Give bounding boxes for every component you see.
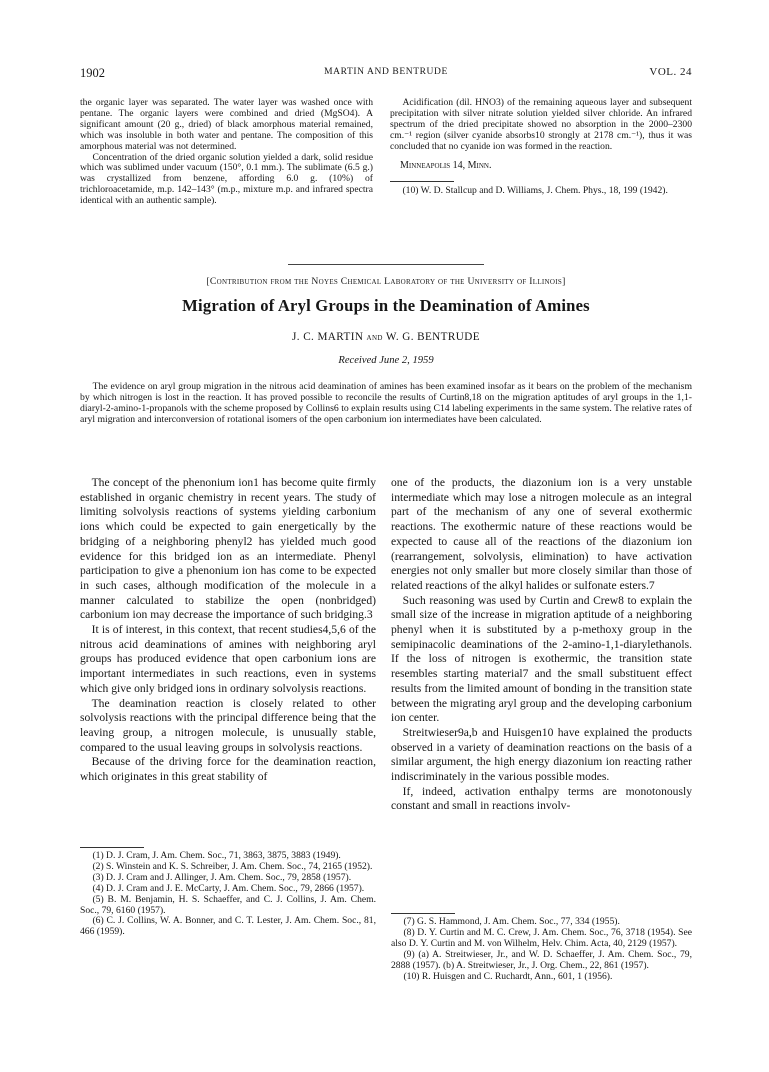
body-paragraph: The deamination reaction is closely related to other solvolysis reactions with the principal difference being that the leaving group, a nitrogen molecule, is unusually stable, compared to the usual leaving groups in solvolysis reactions.: [80, 696, 376, 754]
footnotes-left: [80, 851, 376, 938]
previous-article-paragraph: Concentration of the dried organic solution yielded a dark, solid residue which was sublimed under vacuum (150°, 0.1 mm.). The sublimate (6.5 g.) was crystallized from benzene, affording 6.0 g. (10%) of trichloroacetamide, m.p. 142–143° (m.p., mixture m.p. and infrared spectra identical with an authentic sample).: [80, 151, 373, 207]
body-paragraph: If, indeed, activation enthalpy terms are monotonously constant and small in reactions involv-: [391, 784, 692, 813]
body-right-column: [391, 476, 692, 814]
previous-article-left-column: [80, 98, 373, 207]
page-header: [80, 66, 692, 84]
running-head: MARTIN AND BENTRUDE: [324, 67, 448, 77]
footnote: (4) D. J. Cram and J. E. McCarty, J. Am. Chem. Soc., 79, 2866 (1957).: [92, 882, 365, 894]
body-paragraph: The concept of the phenonium ion1 has become quite firmly established in organic chemistry in recent years. The study of limiting solvolysis reactions of systems yielding carbonium ions which could be expected to gain energetically by the bridging of a neighboring phenyl2 has yielded much good evidence for this bridged ion as an intermediate. Phenyl participation to give a phenonium ion has come to be expected in such cases, although modification of the molecule in a manner calculated to stabilize the open (nonbridged) carbonium ion may decrease the importance of such bridging.3: [80, 476, 376, 622]
footnote: (9) (a) A. Streitwieser, Jr., and W. D. Schaeffer, J. Am. Chem. Soc., 79, 2888 (1957). (b) A. Streitwieser, Jr., J. Org. Chem., 22, 861 (1957).: [391, 948, 692, 971]
author-name: J. C. MARTIN: [292, 331, 364, 343]
body-paragraph: It is of interest, in this context, that recent studies4,5,6 of the nitrous acid deaminations of amines with neighboring aryl groups has produced evidence that open carbonium ions are important intermediates in such reactions, even in systems which give only bridged ions in ordinary solvolysis reactions.: [80, 623, 376, 695]
footnote-divider: [391, 913, 455, 914]
footnote: (1) D. J. Cram, J. Am. Chem. Soc., 71, 3863, 3875, 3883 (1949).: [92, 850, 341, 861]
body-paragraph: Streitwieser9a,b and Huisgen10 have explained the products observed in a variety of deamination reactions on the basis of a similar argument, the high energy diazonium ion reacting rather indiscriminately in the various possible modes.: [391, 725, 692, 784]
author-location: Minneapolis 14, Minn.: [400, 159, 492, 171]
abstract-text: The evidence on aryl group migration in the nitrous acid deamination of amines has been examined insofar as it bears on the problem of the mechanism by which nitrogen is lost in the reaction. It has proved possible to reconcile the results of Curtin8,18 on the migration aptitudes of aryl groups in the 1,1-diaryl-2-amino-1-propanols with the scheme proposed by Collins6 to explain results using C14 labeling experiments in the same system. The relative rates of aryl migration and interconversion of rotational isomers of the open carbonium ion intermediates have been calculated.: [80, 381, 692, 425]
contribution-line: [Contribution from the Noyes Chemical Laboratory of the University of Illinois]: [206, 276, 566, 287]
footnote: (10) W. D. Stallcup and D. Williams, J. Chem. Phys., 18, 199 (1942).: [402, 185, 668, 197]
article-separator-rule: [288, 264, 484, 265]
volume-label: VOL. 24: [649, 66, 692, 78]
page-number: 1902: [80, 66, 105, 80]
previous-article-paragraph: Acidification (dil. HNO3) of the remaining aqueous layer and subsequent precipitation with silver nitrate solution yielded silver chloride. An infrared spectrum of the dried precipitate showed no absorption in the 2000–2300 cm.⁻¹ region (silver cyanide absorbs10 strongly at 2178 cm.⁻¹), thus it was concluded that no cyanide ion was formed in the reaction.: [390, 97, 692, 152]
body-paragraph: one of the products, the diazonium ion is a very unstable intermediate which may lose a nitrogen molecule as an integral part of the mechanism of any one of several exothermic reactions. The exothermic nature of these reactions would be expected to cause all of the reactions of the diazonium ion (rearrangement, solvolysis, elimination) to have activation energies not only smaller but more closely similar than those of related reactions of the alkyl halides or sulfonate esters.7: [391, 476, 692, 592]
footnote: (6) C. J. Collins, W. A. Bonner, and C. T. Lester, J. Am. Chem. Soc., 81, 466 (1959).: [80, 915, 376, 938]
footnote: (5) B. M. Benjamin, H. S. Schaeffer, and C. J. Collins, J. Am. Chem. Soc., 79, 6160 (1957).: [80, 893, 376, 916]
footnote: (10) R. Huisgen and C. Ruchardt, Ann., 601, 1 (1956).: [403, 970, 613, 982]
previous-article-paragraph: the organic layer was separated. The water layer was washed once with pentane. The organic layers were combined and dried (MgSO4). A significant amount (20 g., dried) of black amorphous material remained, which was insoluble in both water and pentane. The composition of this amorphous material was not determined.: [80, 97, 373, 152]
footnote: (3) D. J. Cram and J. Allinger, J. Am. Chem. Soc., 79, 2858 (1957).: [92, 871, 352, 883]
previous-article-right-column: [390, 98, 692, 197]
footnotes-right: [391, 917, 692, 982]
footnote-divider: [390, 181, 454, 182]
received-date: Received June 2, 1959: [338, 355, 434, 366]
body-paragraph: Such reasoning was used by Curtin and Crew8 to explain the small size of the increase in migration aptitude of a neighboring phenyl when it is substituted by a p-methoxy group in the semipinacolic deaminations of the 2-amino-1,1-diarylethanols. If the loss of nitrogen is exothermic, the transition state resembles starting material7 and the small substituent effect results from the limited amount of bonding in the transition state between the migrating aryl group and the developing carbonium ion center.: [391, 593, 692, 725]
footnote: (7) G. S. Hammond, J. Am. Chem. Soc., 77, 334 (1955).: [403, 916, 620, 927]
footnote: (8) D. Y. Curtin and M. C. Crew, J. Am. Chem. Soc., 76, 3718 (1954). See also D. Y. Curtin and M. von Wilhelm, Helv. Chim. Acta, 40, 2129 (1957).: [391, 926, 692, 949]
body-paragraph: Because of the driving force for the deamination reaction, which originates in this great stability of: [80, 755, 376, 784]
abstract: [80, 382, 692, 426]
author-line: [80, 331, 692, 343]
author-name: W. G. BENTRUDE: [385, 331, 480, 343]
footnote-divider: [80, 847, 144, 848]
author-conjunction: and: [366, 332, 383, 343]
footnote: (2) S. Winstein and K. S. Schreiber, J. Am. Chem. Soc., 74, 2165 (1952).: [92, 860, 373, 872]
body-left-column: [80, 476, 376, 785]
article-title: Migration of Aryl Groups in the Deamination of Amines: [182, 296, 590, 315]
